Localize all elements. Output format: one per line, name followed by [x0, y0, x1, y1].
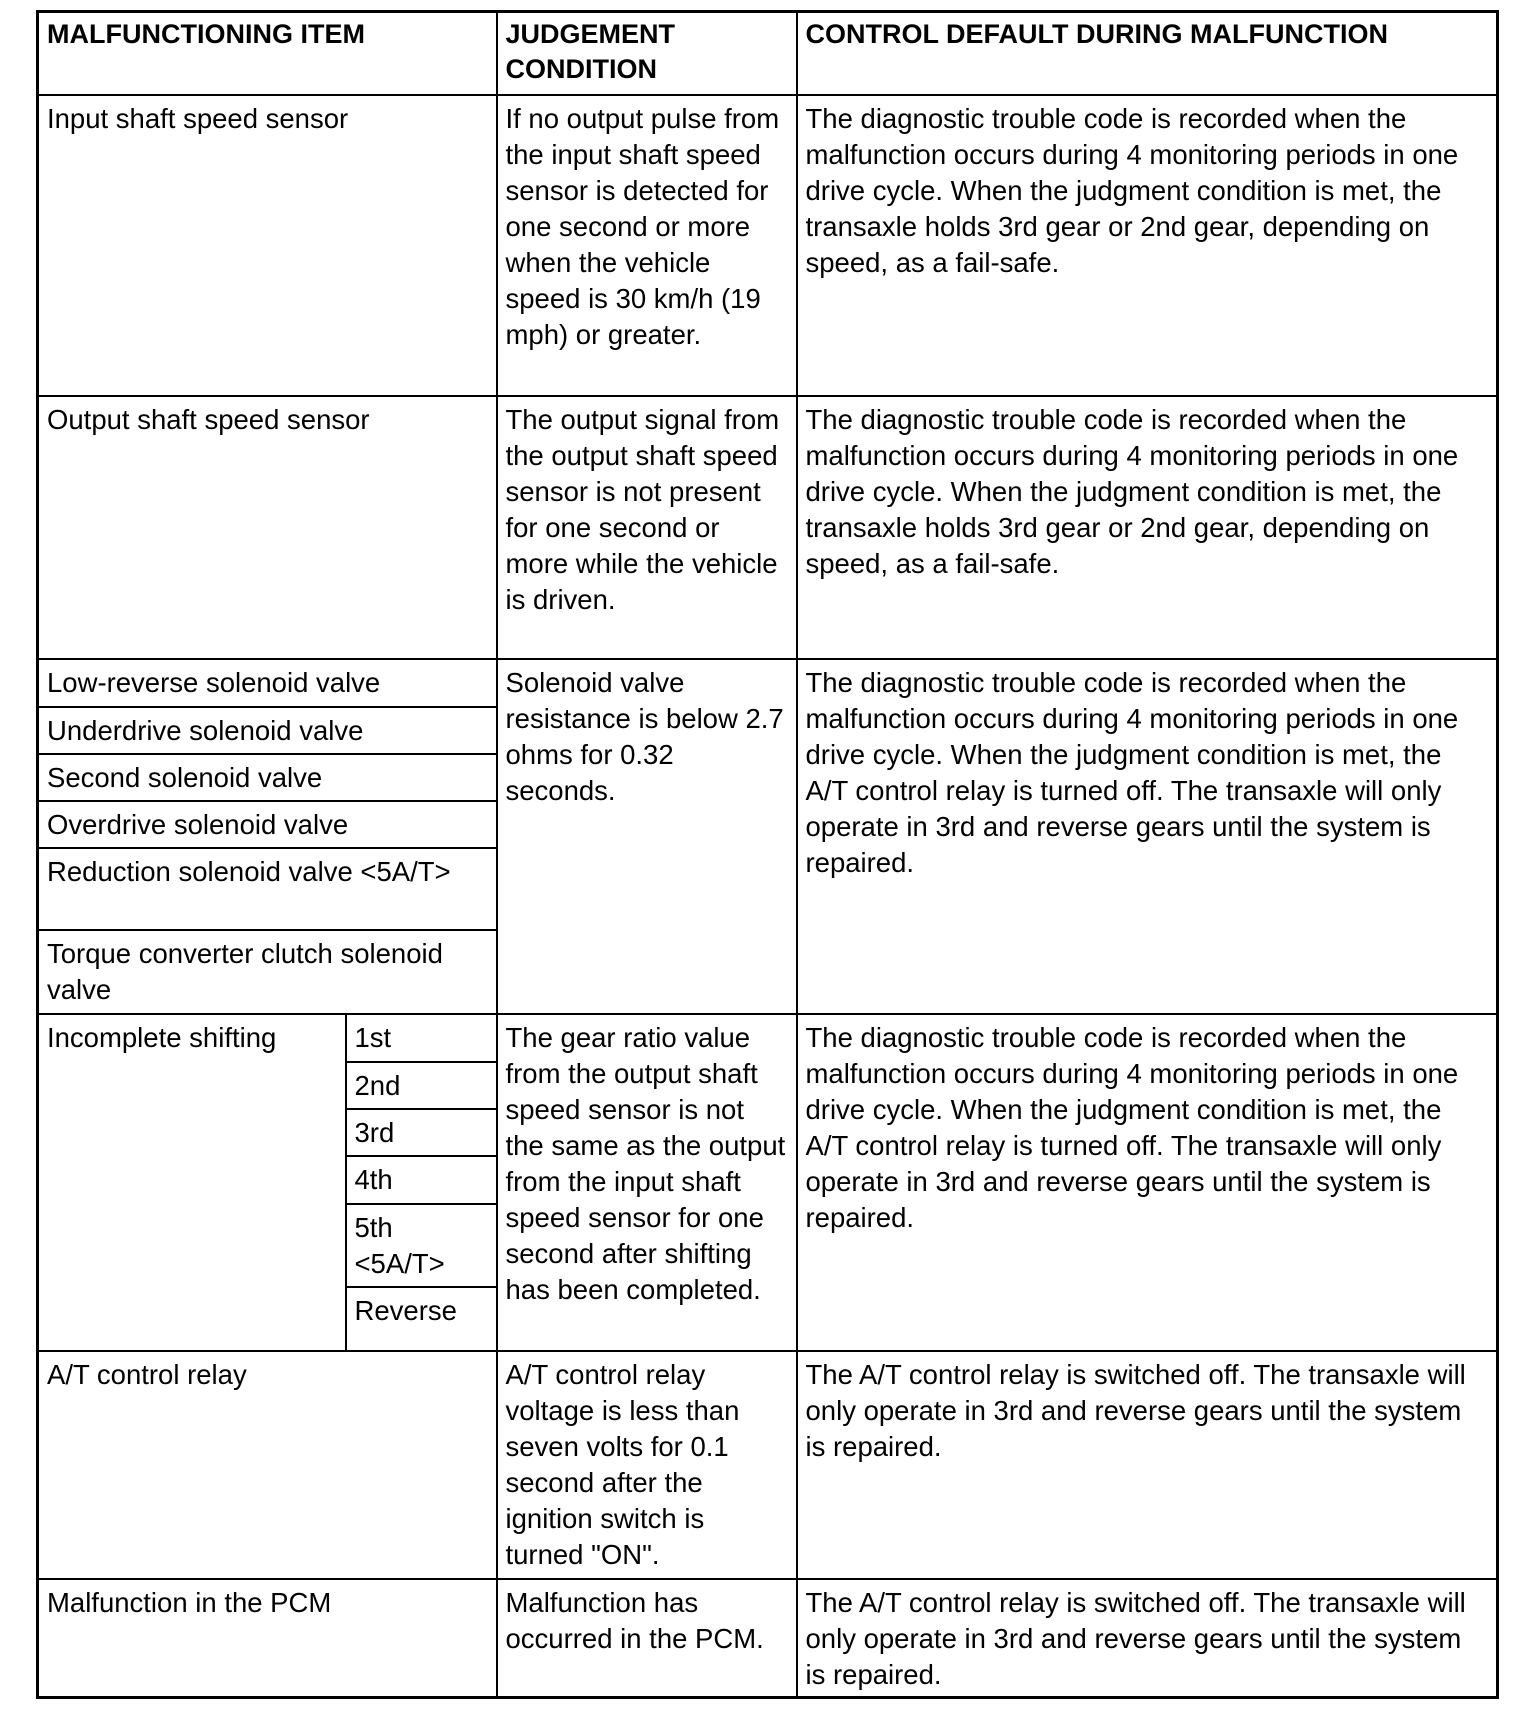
header-control-default: CONTROL DEFAULT DURING MALFUNCTION [797, 12, 1498, 95]
control-cell: The diagnostic trouble code is recorded when the malfunction occurs during 4 monitoring periods in one drive cycle. When the judgment condition is met, the A/T control relay is turned off. The transaxle will only operate in 3rd and reverse gears until the system is repaired. [797, 659, 1498, 1014]
control-cell: The diagnostic trouble code is recorded when the malfunction occurs during 4 monitoring periods in one drive cycle. When the judgment condition is met, the A/T control relay is turned off. The transaxle will only operate in 3rd and reverse gears until the system is repaired. [797, 1014, 1498, 1351]
item-cell: Malfunction in the PCM [38, 1579, 497, 1698]
gear-cell: 4th [346, 1156, 497, 1204]
judgement-cell: A/T control relay voltage is less than seven volts for 0.1 second after the ignition switch is turned "ON". [497, 1351, 797, 1579]
gear-cell: 1st [346, 1014, 497, 1062]
control-cell: The A/T control relay is switched off. The transaxle will only operate in 3rd and reverse gears until the system is repaired. [797, 1579, 1498, 1698]
item-cell: Reduction solenoid valve <5A/T> [38, 848, 497, 930]
control-cell: The diagnostic trouble code is recorded when the malfunction occurs during 4 monitoring periods in one drive cycle. When the judgment condition is met, the transaxle holds 3rd gear or 2nd gear, depending on speed, as a fail-safe. [797, 396, 1498, 659]
judgement-cell: Malfunction has occurred in the PCM. [497, 1579, 797, 1698]
gear-cell: Reverse [346, 1287, 497, 1351]
item-cell: Low-reverse solenoid valve [38, 659, 497, 707]
judgement-cell: Solenoid valve resistance is below 2.7 ohms for 0.32 seconds. [497, 659, 797, 1014]
table-row [38, 1014, 1498, 1062]
control-cell: The diagnostic trouble code is recorded when the malfunction occurs during 4 monitoring periods in one drive cycle. When the judgment condition is met, the transaxle holds 3rd gear or 2nd gear, depending on speed, as a fail-safe. [797, 95, 1498, 396]
item-cell: A/T control relay [38, 1351, 497, 1579]
item-cell: Input shaft speed sensor [38, 95, 497, 396]
judgement-cell: If no output pulse from the input shaft speed sensor is detected for one second or more when the vehicle speed is 30 km/h (19 mph) or greater. [497, 95, 797, 396]
table-row [38, 1579, 1498, 1698]
table-row [38, 95, 1498, 396]
table-row [38, 1351, 1498, 1579]
header-malfunctioning-item: MALFUNCTIONING ITEM [38, 12, 497, 95]
item-cell: Torque converter clutch solenoid valve [38, 930, 497, 1014]
header-judgement-condition: JUDGEMENT CONDITION [497, 12, 797, 95]
header-row [38, 12, 1498, 95]
item-cell: Underdrive solenoid valve [38, 707, 497, 754]
malfunction-table [36, 10, 1499, 1699]
gear-cell: 2nd [346, 1062, 497, 1109]
item-cell: Incomplete shifting [38, 1014, 346, 1351]
judgement-cell: The output signal from the output shaft speed sensor is not present for one second or more while the vehicle is driven. [497, 396, 797, 659]
item-cell: Overdrive solenoid valve [38, 801, 497, 848]
item-cell: Second solenoid valve [38, 754, 497, 801]
control-cell: The A/T control relay is switched off. The transaxle will only operate in 3rd and reverse gears until the system is repaired. [797, 1351, 1498, 1579]
table-row [38, 396, 1498, 659]
table-row [38, 659, 1498, 707]
judgement-cell: The gear ratio value from the output shaft speed sensor is not the same as the output from the input shaft speed sensor for one second after shifting has been completed. [497, 1014, 797, 1351]
item-cell: Output shaft speed sensor [38, 396, 497, 659]
gear-cell: 3rd [346, 1109, 497, 1156]
gear-cell: 5th <5A/T> [346, 1204, 497, 1287]
